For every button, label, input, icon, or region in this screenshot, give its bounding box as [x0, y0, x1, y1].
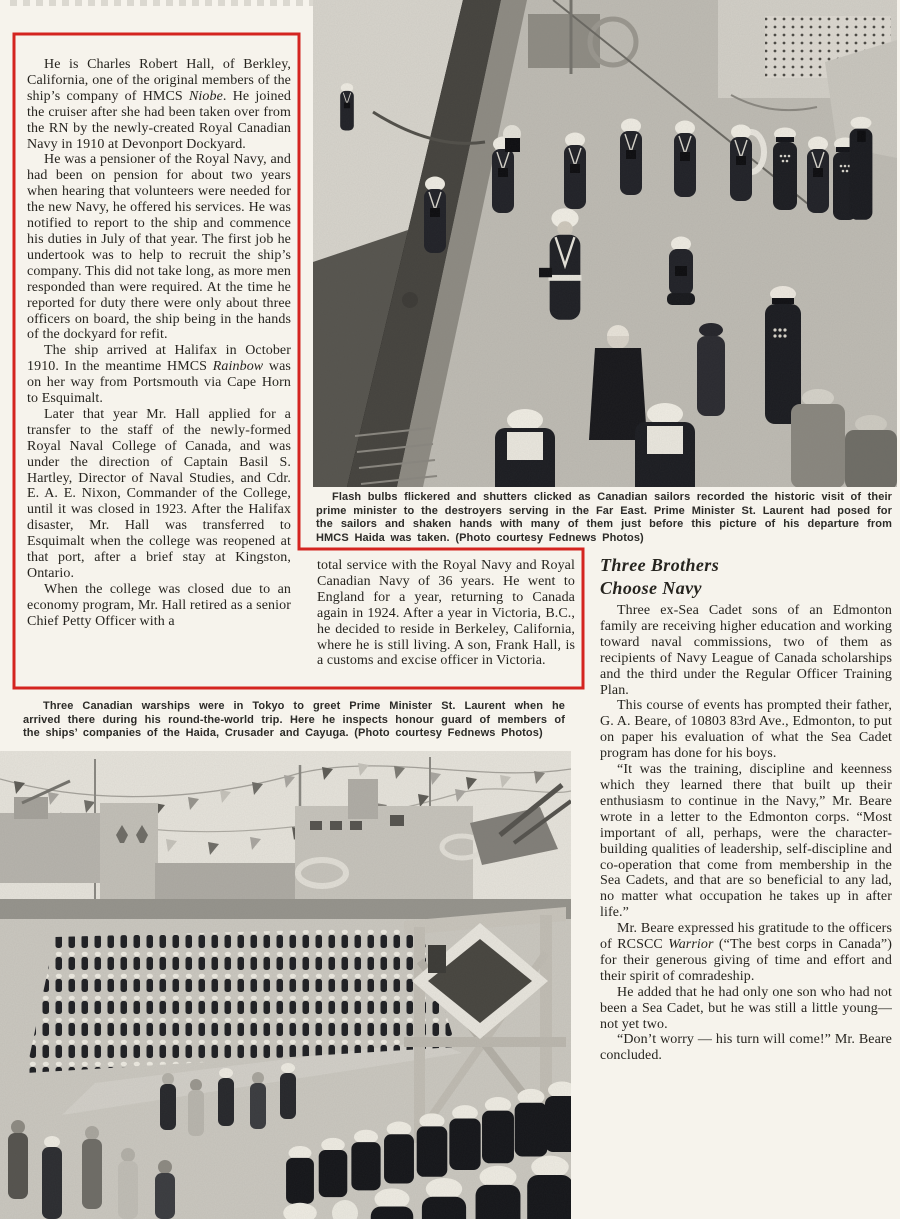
paragraph: He added that he had only one son who had not been a Sea Cadet, but he was still a little young—not yet two. [600, 984, 892, 1032]
paragraph: Mr. Beare expressed his gratitude to the officers of RCSCC Warrior (“The best corps in Canada”) for their generous giving of time and effort and their spirit of comradeship. [600, 921, 892, 984]
parade-photo-illustration [0, 751, 571, 1219]
deck-photo [313, 0, 897, 487]
article-title-line-1: Three Brothers [600, 555, 720, 575]
paragraph: He was a pensioner of the Royal Navy, and had been on pension for about two years when hearing that volunteers were needed for the new Navy, he offered his services. He was notified to report to the ship and commence his duties in July of that year. The first job he undertook was to help to recruit the ship’s company. This did not take long, as more men responded than were required. At the time he reported for duty there were only about three officers on board, the ship being in the hands of the dockyard for refit. [27, 152, 291, 343]
paragraph: He is Charles Robert Hall, of Berkley, California, one of the original members of the ship’s company of HMCS Niobe. He joined the cruiser after she had been taken over from the RN by the newly-created Royal Canadian Navy in 1910 at Devonport Dockyard. [27, 57, 292, 152]
paragraph: “It was the training, discipline and keenness which they learned there that built up their enthusiasm to continue in the Navy,” Mr. Beare wrote in a letter to the Edmonton corps. “Most important of all, perhaps, were the character-building qualities of leadership, self-discipline and co-operation that come from membership in the Sea Cadets, and that are so beneficial to any lad, no matter what occupation he takes up in after life.” [600, 762, 892, 921]
paragraph: total service with the Royal Navy and Royal Canadian Navy of 36 years. He went to England for a year, returning to Canada again in 1924. After a year in Victoria, B.C., he decided to reside in Berkeley, California, where he is still living. A son, Frank Hall, is a customs and excise officer in Victoria. [317, 558, 575, 669]
paragraph: Three ex-Sea Cadet sons of an Edmonton family are receiving higher education and working toward naval commissions, two of them as recipients of Navy League of Canada scholarships and the third under the Regular Officer Training Plan. [600, 603, 892, 698]
hall-article-column-2 [317, 558, 575, 669]
parade-photo [0, 751, 571, 1219]
paragraph: The ship arrived at Halifax in October 1910. In the meantime HMCS Rainbow was on her way from Portsmouth via Cape Horn to Esquimalt. [27, 343, 291, 407]
parade-photo-caption: Three Canadian warships were in Tokyo to greet Prime Minister St. Laurent when he arrived there during his round-the-world trip. Here he inspects honour guard of members of the ships’ companies of the Haida, Crusader and Cayuga. (Photo courtesy Fednews Photos) [23, 700, 565, 740]
article-title-line-2: Choose Navy [600, 578, 702, 598]
deck-photo-illustration [313, 0, 897, 487]
film-grain [313, 0, 897, 487]
deck-photo-caption: Flash bulbs flickered and shutters clicked as Canadian sailors recorded the historic visit of their prime minister to the destroyers serving in the Far East. Prime Minister St. Laurent had posed for the sailors and shaken hands with many of them just before this picture of his departure from HMCS Haida was taken. (Photo courtesy Fednews Photos) [316, 491, 892, 544]
paragraph: This course of events has prompted their father, G. A. Beare, of 10803 83rd Ave., Edmonton, to put on paper his evaluation of what the Sea Cadet program has done for his boys. [600, 698, 892, 762]
paragraph: “Don’t worry — his turn will come!” Mr. Beare concluded. [600, 1032, 892, 1064]
paragraph: When the college was closed due to an economy program, Mr. Hall retired as a senior Chief Petty Officer with a [27, 581, 291, 629]
film-grain [0, 751, 571, 1219]
beare-article-column [600, 555, 892, 1064]
hall-article-column-1 [27, 57, 291, 630]
paragraph: Later that year Mr. Hall applied for a transfer to the staff of the newly-formed Royal Naval College of Canada, and was under the direction of Captain Basil S. Hartley, Director of Naval Studies, and Cdr. E. A. E. Nixon, Commander of the College, until it was closed in 1923. After the Halifax disaster, Mr. Hall was transferred to Esquimalt when the college was reopened at that port, after a brief stay at Kingston, Ontario. [27, 406, 291, 581]
